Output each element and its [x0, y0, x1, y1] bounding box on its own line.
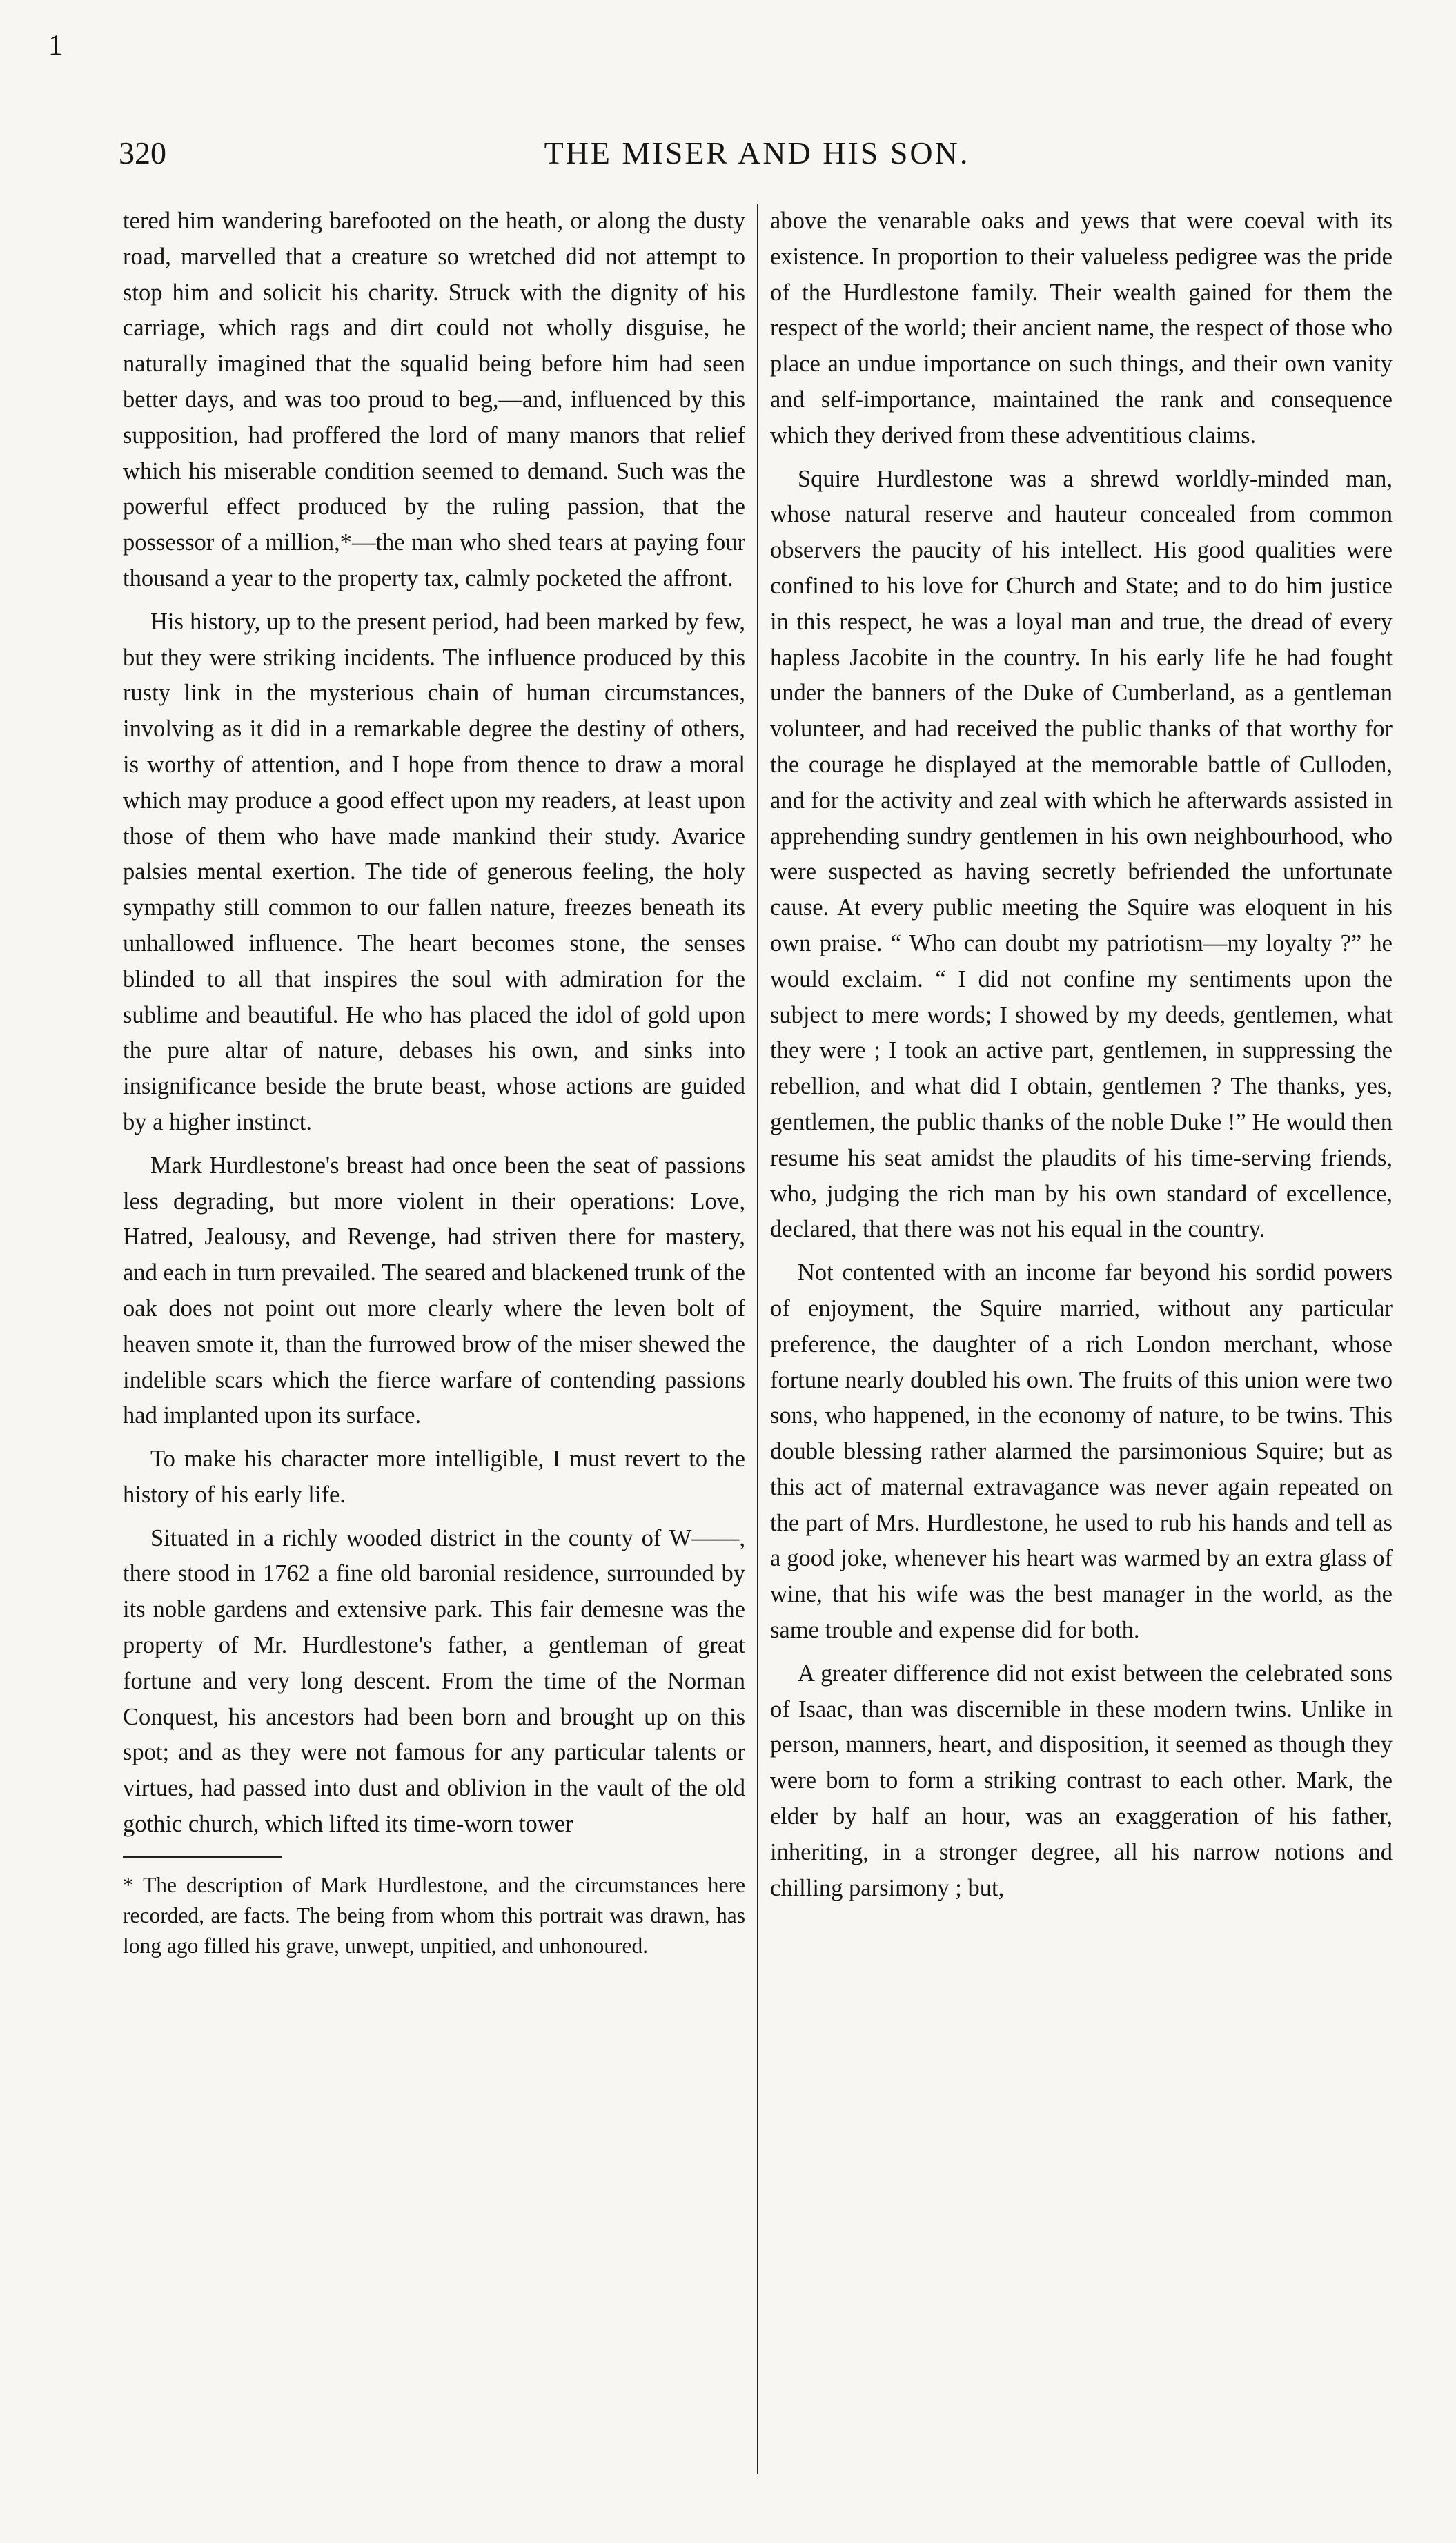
page-header	[119, 135, 1395, 183]
right-column	[758, 204, 1393, 2474]
paragraph: tered him wandering barefooted on the heath, or along the dusty road, marvelled that a creature so wretched did not attempt to stop him and solicit his charity. Struck with the dignity of his carriage, which rags and dirt could not wholly disguise, he naturally imagined that the squalid being before him had seen better days, and was too proud to beg,—and, influenced by this supposition, had proffered the lord of many manors that relief which his miserable condition seemed to demand. Such was the powerful effect produced by the ruling passion, that the possessor of a million,*—the man who shed tears at paying four thousand a year to the property tax, calmly pocketed the affront.	[123, 208, 745, 591]
left-column	[123, 204, 758, 2474]
paragraph: His history, up to the present period, had been marked by few, but they were striking incidents. The influence produced by this rusty link in the mysterious chain of human circumstances, involving as it did in a remarkable degree the destiny of others, is worthy of attention, and I hope from thence to draw a moral which may produce a good effect upon my readers, at least upon those of them who have made mankind their study. Avarice palsies mental exertion. The tide of generous feeling, the holy sympathy still common to our fallen nature, freezes beneath its unhallowed influence. The heart becomes stone, the senses blinded to all that inspires the soul with admiration for the sublime and beautiful. He who has placed the idol of gold upon the pure altar of nature, debases his own, and sinks into insignificance beside the brute beast, whose actions are guided by a higher instinct.	[123, 608, 745, 1135]
running-title: THE MISER AND HIS SON.	[544, 135, 970, 170]
footnote: * The description of Mark Hurdlestone, and the circumstances here recorded, are facts. The being from whom this portrait was drawn, has long ago filled his grave, unwept, unpitied, and unhonoured.	[123, 1872, 745, 1958]
paragraph: Situated in a richly wooded district in the county of W——, there stood in 1762 a fine old baronial residence, surrounded by its noble gardens and extensive park. This fair demesne was the property of Mr. Hurdlestone's father, a gentleman of great fortune and very long descent. From the time of the Norman Conquest, his ancestors had been born and brought up on this spot; and as they were not famous for any particular talents or virtues, had passed into dust and oblivion in the vault of the old gothic church, which lifted its time-worn tower	[123, 1524, 745, 1838]
paragraph: Mark Hurdlestone's breast had once been the seat of passions less degrading, but more violent in their operations: Love, Hatred, Jealousy, and Revenge, had striven there for mastery, and each in turn prevailed. The seared and blackened trunk of the oak does not point out more clearly where the leven bolt of heaven smote it, than the furrowed brow of the miser shewed the indelible scars which the fierce warfare of contending passions had implanted upon its surface.	[123, 1152, 745, 1429]
footnote-divider	[123, 1856, 282, 1858]
text-columns	[123, 204, 1393, 2474]
paragraph: above the venarable oaks and yews that were coeval with its existence. In proportion to their valueless pedigree was the pride of the Hurdlestone family. Their wealth gained for them the respect of the world; their ancient name, the respect of those who place an undue importance on such things, and their own vanity and self-importance, maintained the rank and consequence which they derived from these adventitious claims.	[770, 208, 1393, 449]
page-number: 320	[119, 135, 166, 170]
paragraph: Squire Hurdlestone was a shrewd worldly-minded man, whose natural reserve and hauteur concealed from common observers the paucity of his intellect. His good qualities were confined to his love for Church and State; and to do him justice in this respect, he was a loyal man and true, the dread of every hapless Jacobite in the country. In his early life he had fought under the banners of the Duke of Cumberland, as a gentleman volunteer, and had received the public thanks of that worthy for the courage he displayed at the memorable battle of Culloden, and for the activity and zeal with which he afterwards assisted in apprehending sundry gentlemen in his own neighbourhood, who were suspected as having secretly befriended the unfortunate cause. At every public meeting the Squire was eloquent in his own praise. “ Who can doubt my patriotism—my loyalty ?” he would exclaim. “ I did not confine my sentiments upon the subject to mere words; I showed by my deeds, gentlemen, what they were ; I took an active part, gentlemen, in suppressing the rebellion, and what did I obtain, gentlemen ? The thanks, yes, gentlemen, the public thanks of the noble Duke !” He would then resume his seat amidst the plaudits of his time-serving friends, who, judging the rich man by his own standard of excellence, declared, that there was not his equal in the country.	[770, 465, 1393, 1243]
corner-mark: 1	[48, 30, 63, 61]
paragraph: A greater difference did not exist between the celebrated sons of Isaac, than was discernible in these modern twins. Unlike in person, manners, heart, and disposition, it seemed as though they were born to form a striking contrast to each other. Mark, the elder by half an hour, was an exaggeration of his father, inheriting, in a stronger degree, all his narrow notions and chilling parsimony ; but,	[770, 1660, 1393, 1901]
paragraph: To make his character more intelligible, I must revert to the history of his early life.	[123, 1446, 745, 1508]
paragraph: Not contented with an income far beyond his sordid powers of enjoyment, the Squire married, without any particular preference, the daughter of a rich London merchant, whose fortune nearly doubled his own. The fruits of this union were two sons, who happened, in the economy of nature, to be twins. This double blessing rather alarmed the parsimonious Squire; but as this act of maternal extravagance was never again repeated on the part of Mrs. Hurdlestone, he used to rub his hands and tell as a good joke, whenever his heart was warmed by an extra glass of wine, that his wife was the best manager in the world, as the same trouble and expense did for both.	[770, 1259, 1393, 1644]
